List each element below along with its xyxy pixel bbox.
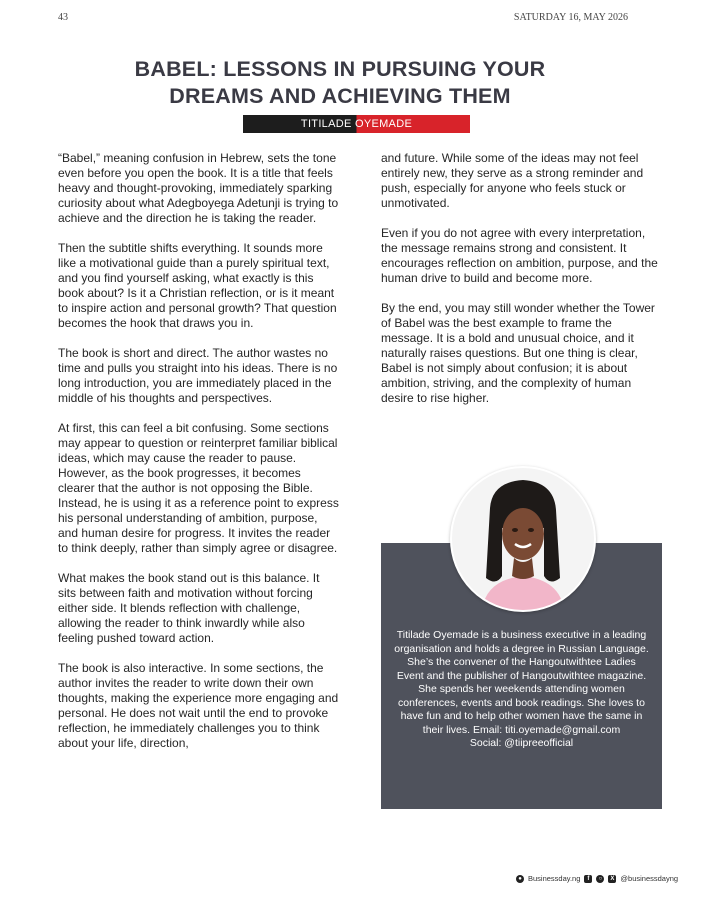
issue-date: SATURDAY 16, MAY 2026 [513, 12, 628, 23]
author-social: Social: @tiipreeofficial [469, 737, 574, 749]
article-title-line-1: BABEL: LESSONS IN PURSUING YOUR [134, 57, 546, 81]
author-portrait-illustration [452, 468, 594, 610]
instagram-icon[interactable]: ○ [596, 875, 604, 883]
author-photo [450, 466, 596, 612]
x-icon[interactable]: X [610, 875, 615, 882]
footer-site[interactable]: Businessday.ng [528, 874, 581, 883]
article-title [0, 56, 680, 110]
social-footer [516, 874, 678, 883]
paragraph: “Babel,” meaning confusion in Hebrew, sets the tone even before you open the book. It is a title that feels heavy and thought-provoking, immediately sparking curiosity about what Adegboyega Adetunji is trying to achieve and the direction he is taking the reader. [58, 151, 339, 225]
paragraph: The book is short and direct. The author wastes no time and pulls you straight into his ideas. There is no long introduction, you are immediately placed in the middle of his thoughts and perspectives. [58, 346, 338, 405]
paragraph: The book is also interactive. In some sections, the author invites the reader to write down their own thoughts, making the experience more engaging and personal. He does not wait until the end to provoke reflection, he immediately challenges you to think about your life, direction, [58, 661, 339, 750]
paragraph: At first, this can feel a bit confusing. Some sections may appear to question or reinterpret familiar biblical ideas, which may cause the reader to pause. However, as the book progresses, it becomes clearer that the author is not opposing the Bible. Instead, he is using it as a reference point to express his personal understanding of ambition, purpose, and human desire for progress. It invites the reader to think deeply, rather than simply agree or disagree. [58, 421, 339, 555]
paragraph: Then the subtitle shifts everything. It sounds more like a motivational guide than a purely spiritual text, and you find yourself asking, what exactly is this book about? Is it a Christian reflection, or is it meant to inspire action and personal growth? That question becomes the hook that draws you in. [58, 241, 337, 330]
footer-handle[interactable]: @businessdayng [620, 874, 679, 883]
article-title-line-2: DREAMS AND ACHIEVING THEM [169, 84, 511, 108]
author-byline: TITILADE OYEMADE [243, 115, 470, 133]
article-column-right [381, 151, 663, 421]
article-column-left [58, 151, 340, 766]
author-bio-text: Titilade Oyemade is a business executive in a leading organisation and holds a degree in Russian Language. She’s the convener of the Hangoutwithtee Ladies Event and the publisher of Hangoutwithtee magazine. She spends her weekends attending women conferences, events and book readings. She loves to have fun and to help other women have the same in their lives. Email: titi.oyemade@gmail.com [394, 629, 649, 736]
paragraph: What makes the book stand out is this balance. It sits between faith and motivation without forcing either side. It blends reflection with challenge, allowing the reader to think inwardly while also feeling pushed toward action. [58, 571, 320, 645]
globe-icon: ● [516, 875, 524, 883]
paragraph: Even if you do not agree with every interpretation, the message remains strong and consistent. It encourages reflection on ambition, purpose, and the human drive to build and become more. [381, 226, 658, 285]
paragraph: By the end, you may still wonder whether the Tower of Babel was the best example to frame the message. It is a bold and unusual choice, and it naturally raises questions. But one thing is clear, Babel is not simply about confusion; it is about ambition, striving, and the complexity of human desire to rise higher. [381, 301, 655, 405]
page-number: 43 [58, 12, 68, 23]
author-bio [393, 629, 650, 751]
facebook-icon[interactable]: f [584, 875, 592, 883]
paragraph: and future. While some of the ideas may not feel entirely new, they serve as a strong reminder and push, especially for anyone who feels stuck or unmotivated. [381, 151, 644, 210]
